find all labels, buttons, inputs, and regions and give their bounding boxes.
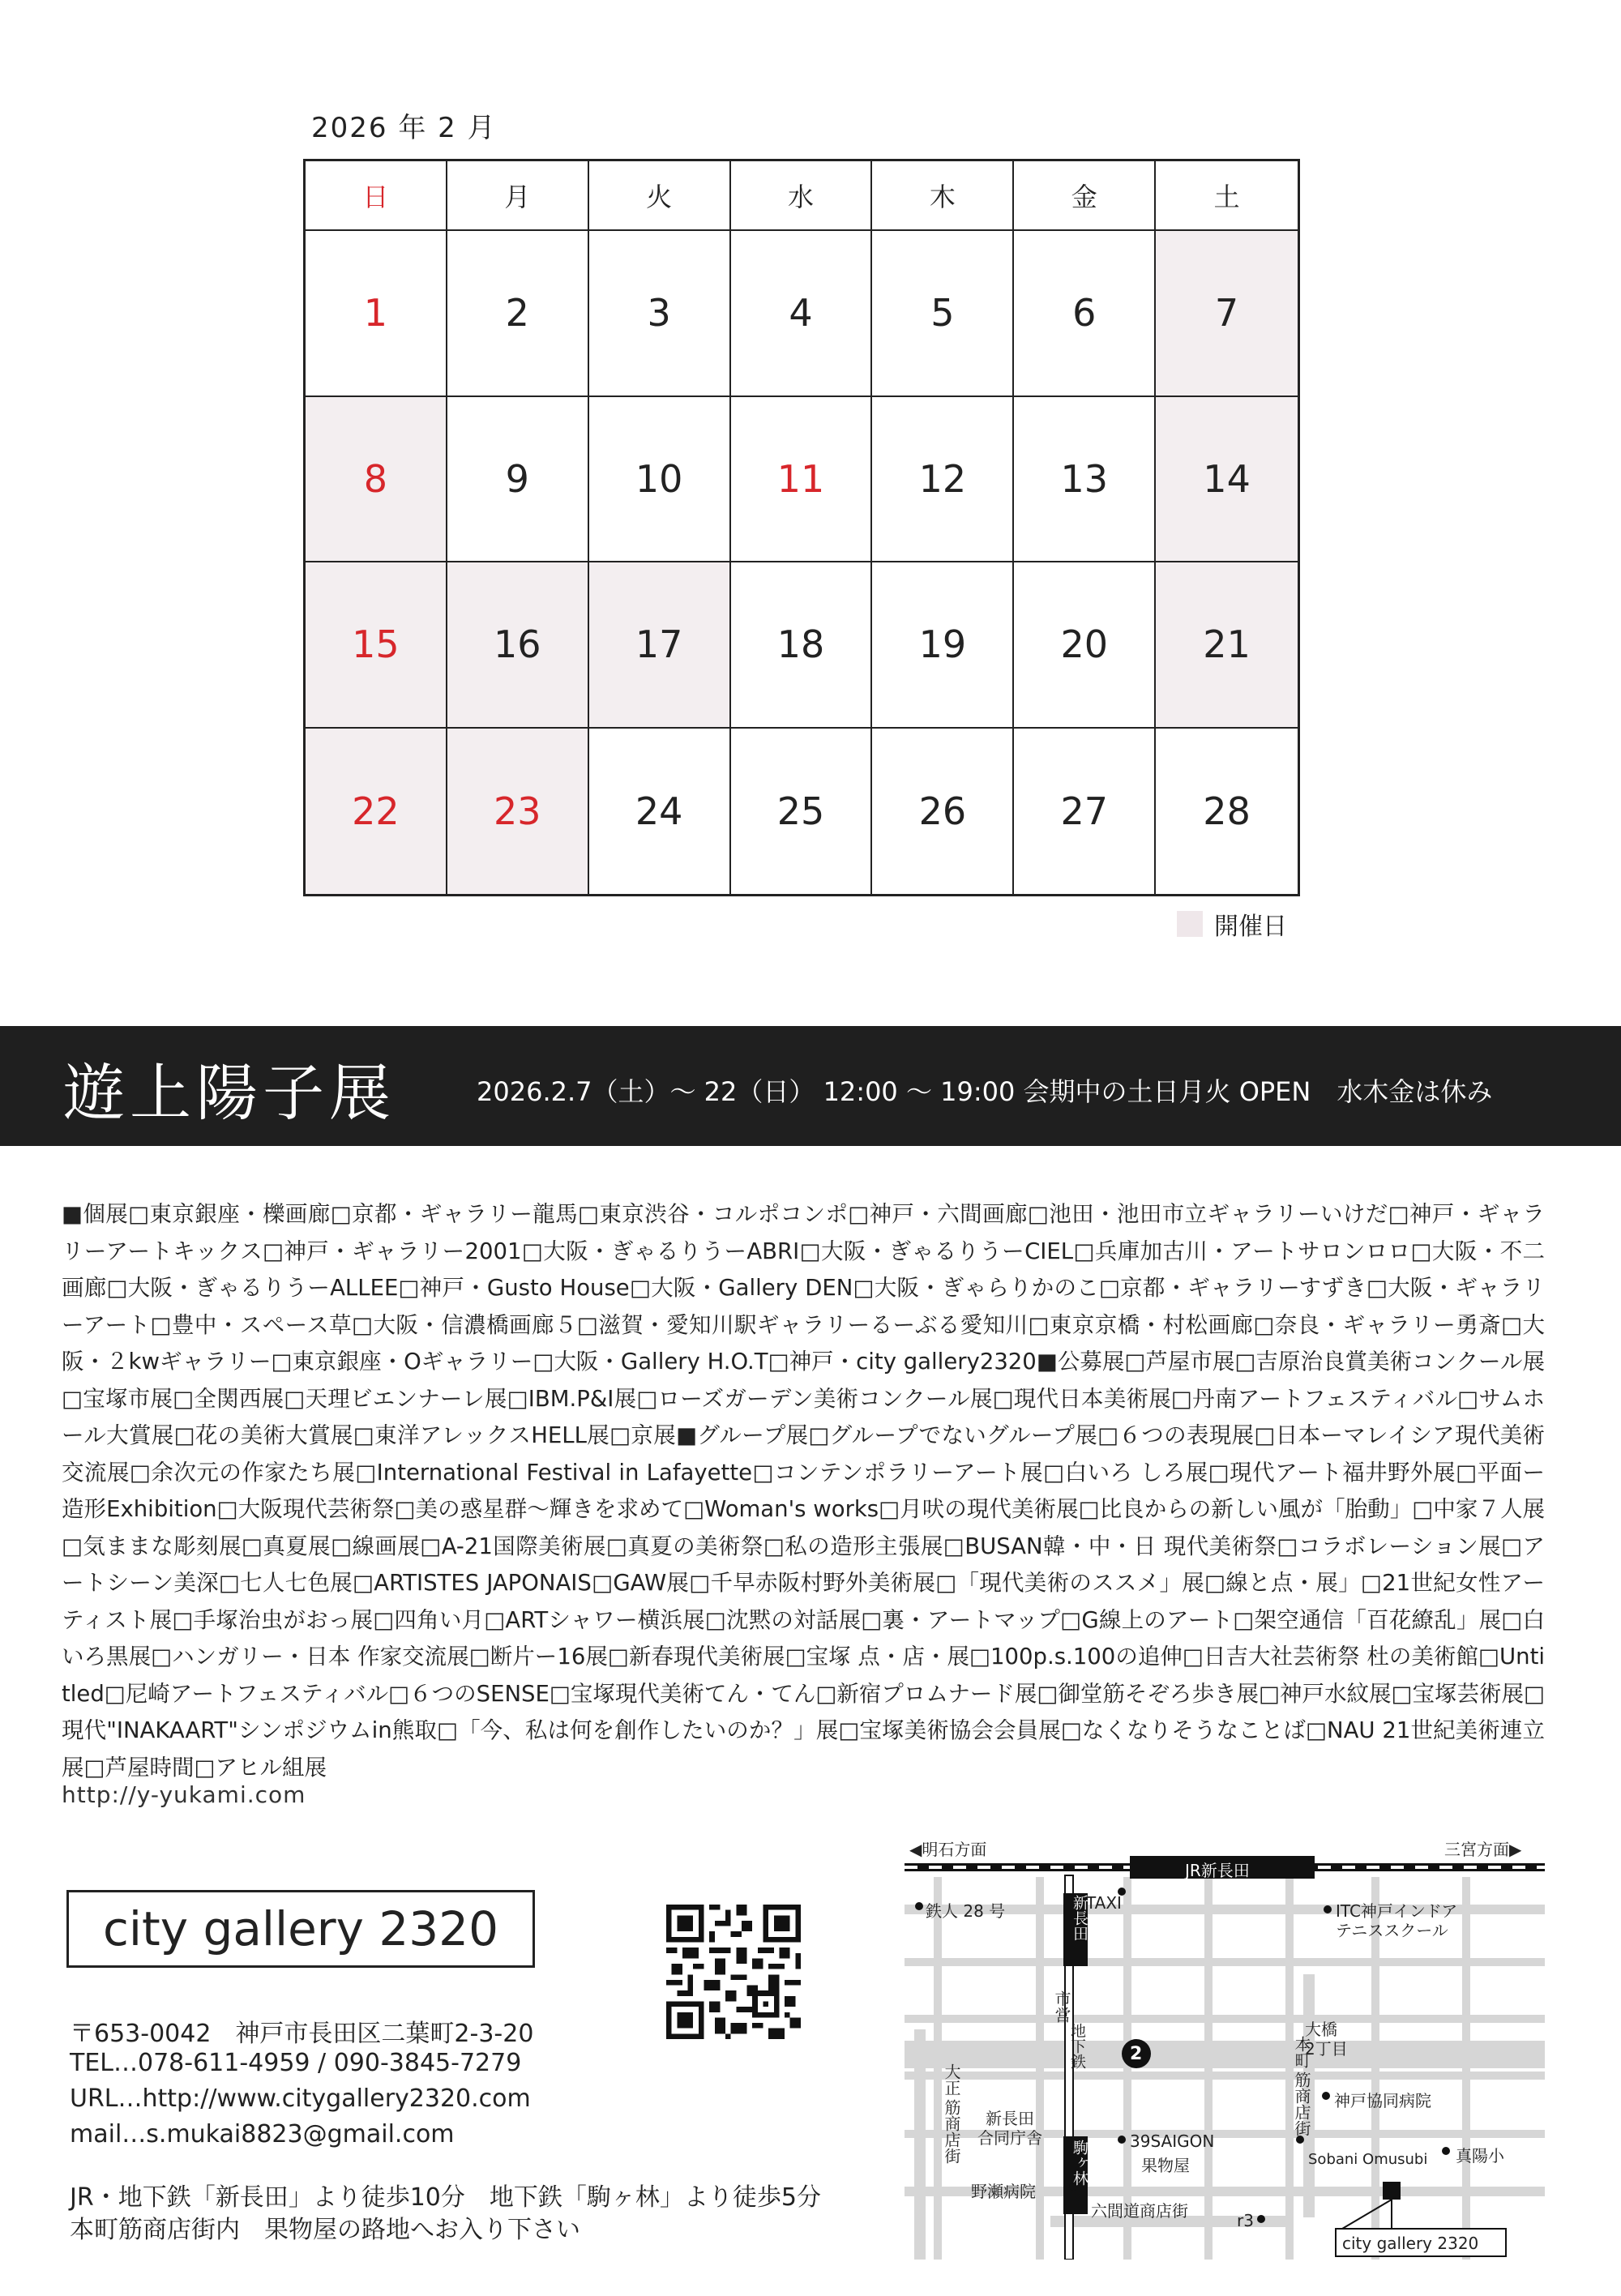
map-komagabayashi-station: 駒ヶ林 xyxy=(1071,2140,1089,2186)
calendar-day: 6 xyxy=(1014,231,1156,397)
calendar-day: 7 xyxy=(1156,231,1298,397)
map-gallery: city gallery 2320 xyxy=(1342,2234,1479,2253)
calendar-grid xyxy=(303,159,1300,896)
saigon-dot xyxy=(1118,2136,1126,2144)
calendar-day: 24 xyxy=(589,729,731,895)
gallery-tel: TEL…078-611-4959 / 090-3845-7279 xyxy=(70,2049,522,2077)
map-taxi: TAXI xyxy=(1086,1893,1122,1913)
calendar-day: 13 xyxy=(1014,397,1156,563)
map-godo: 新長田 xyxy=(986,2109,1034,2128)
weekday-header: 木 xyxy=(872,161,1014,231)
weekday-header: 水 xyxy=(731,161,873,231)
calendar-day: 16 xyxy=(447,562,589,729)
map-shinyo: 真陽小 xyxy=(1456,2146,1504,2166)
calendar-day: 15 xyxy=(306,562,447,729)
artist-url-link[interactable]: http://y-yukami.com xyxy=(62,1781,306,1808)
map-subway-2: 地下鉄 xyxy=(1068,2023,1086,2069)
map-godo-2: 合同庁舎 xyxy=(977,2128,1042,2148)
calendar-day: 18 xyxy=(731,562,873,729)
calendar-day: 21 xyxy=(1156,562,1298,729)
artist-biography: ■個展□東京銀座・櫟画廊□京都・ギャラリー龍馬□東京渋谷・コルポコンポ□神戸・六間画廊□池田・池田市立ギャラリーいけだ□神戸・ギャラリーアートキックス□神戸・ギャラリー2001□大阪・ぎゃるりうーABRI□大阪・ぎゃるりうーCIEL□兵庫加古川・アートサロンロロ□大阪・不二画廊□大阪・ぎゃるりうーALLEE□神戸・Gusto House□大阪・Gallery DEN□大阪・ぎゃらりかのこ□京都・ギャラリーすずき□大阪・ギャラリーアート□豊中・スペース草□大阪・信濃橋画廊５□滋賀・愛知川駅ギャラリーるーぶる愛知川□東京京橋・村松画廊□奈良・ギャラリー勇斎□大阪・２kwギャラリー□東京銀座・Oギャラリー□大阪・Gallery H.O.T□神戸・city gallery2320■公募展□芦屋市展□吉原治良賞美術コンクール展□宝塚市展□全関西展□天理ビエンナーレ展□IBM.P&I展□ローズガーデン美術コンクール展□現代日本美術展□丹南アートフェスティバル□サムホール大賞展□花の美術大賞展□東洋アレックスHELL展□京展■グループ展□グループでないグループ展□６つの表現展□日本ーマレイシア現代美術交流展□余次元の作家たち展□International Festival in Lafayette□コンテンポラリーアート展□白いろ しろ展□現代アート福井野外展□平面ー造形Exhibition□大阪現代芸術祭□美の惑星群～輝きを求めて□Woman's works□月吠の現代美術展□比良からの新しい風が「胎動」□中家７人展□気ままな彫刻展□真夏展□線画展□A-21国際美術展□真夏の美術祭□私の造形主張展□BUSAN韓・中・日 現代美術祭□コラボレーション展□アートシーン美深□七人七色展□ARTISTES JAPONAIS□GAW展□千早赤阪村野外美術展□「現代美術のススメ」展□線と点・展」□21世紀女性アーティスト展□手塚治虫がおっ展□四角い月□ARTシャワー横浜展□沈黙の対話展□裏・アートマップ□G線上のアート□架空通信「百花繚乱」展□白いろ黒展□ハンガリー・日本 作家交流展□断片ー16展□新春現代美術展□宝塚 点・店・展□100p.s.100の追伸□日吉大社芸術祭 杜の美術館□Untitled□尼崎アートフェスティバル□６つのSENSE□宝塚現代美術てん・てん□新宿プロムナード展□御堂筋そぞろ歩き展□神戸水紋展□宝塚芸術展□現代"INAKAART"シンポジウムin熊取□「今、私は何を創作したいのか？」展□宝塚美術協会会員展□なくなりそうなことば□NAU 21世紀美術連立展□芦屋時間□アヒル組展 xyxy=(62,1201,1545,1781)
map-route-number: 2 xyxy=(1130,2044,1143,2064)
exhibition-title: 遊上陽子展 xyxy=(63,1057,396,1129)
gallery-address: 〒653-0042 神戸市長田区二葉町2-3-20 xyxy=(70,2020,534,2048)
calendar-day: 22 xyxy=(306,729,447,895)
calendar-day: 11 xyxy=(731,397,873,563)
calendar-day: 4 xyxy=(731,231,873,397)
map-kyodo: 神戸協同病院 xyxy=(1334,2091,1431,2110)
map-kudamono: 果物屋 xyxy=(1141,2156,1190,2175)
legend xyxy=(1177,906,1287,942)
gallery-mail-link[interactable]: mail…s.mukai8823@gmail.com xyxy=(70,2120,455,2148)
calendar-day: 2 xyxy=(447,231,589,397)
map-taisho-2: 筋商店街 xyxy=(942,2099,961,2164)
street xyxy=(905,2015,1545,2023)
calendar-day: 5 xyxy=(872,231,1014,397)
access-note: 本町筋商店街内 果物屋の路地へお入り下さい xyxy=(70,2216,580,2244)
calendar-day: 14 xyxy=(1156,397,1298,563)
calendar-day: 12 xyxy=(872,397,1014,563)
route-2-road xyxy=(905,2041,1545,2068)
calendar-day: 20 xyxy=(1014,562,1156,729)
weekday-header: 金 xyxy=(1014,161,1156,231)
weekday-header: 日 xyxy=(306,161,447,231)
calendar-day: 9 xyxy=(447,397,589,563)
exhibition-info: 2026.2.7（土）～ 22（日） 12:00 ～ 19:00 会期中の土日月火 OPEN 水木金は休み xyxy=(477,1076,1493,1107)
shinyo-dot xyxy=(1442,2147,1450,2155)
map-itc-2: テニススクール xyxy=(1336,1921,1448,1940)
map-shinnagata-station: 新長田 xyxy=(1071,1895,1089,1941)
calendar-day: 28 xyxy=(1156,729,1298,895)
map-tetsujin: 鉄人 28 号 xyxy=(926,1901,1006,1921)
gallery-marker-icon xyxy=(1383,2182,1401,2200)
map-subway-1: 市営 xyxy=(1052,1990,1071,2023)
calendar-day: 23 xyxy=(447,729,589,895)
map-sobani: Sobani Omusubi xyxy=(1308,2151,1428,2168)
street xyxy=(905,2072,1545,2080)
map-taisho: 大正 xyxy=(942,2063,961,2096)
map-ohashi-2: 2丁目 xyxy=(1305,2039,1348,2059)
calendar-title: 2026 年 2 月 xyxy=(311,112,497,144)
map-r3: r3 xyxy=(1237,2211,1254,2230)
map-east-direction: 三宮方面▶ xyxy=(1444,1840,1522,1859)
calendar-day: 25 xyxy=(731,729,873,895)
calendar-day: 10 xyxy=(589,397,731,563)
access-directions: JR・地下鉄「新長田」より徒歩10分 地下鉄「駒ヶ林」より徒歩5分 xyxy=(70,2183,821,2212)
itc-dot xyxy=(1324,1905,1332,1913)
gallery-name-box: city gallery 2320 xyxy=(66,1890,535,1968)
kudamono-dot xyxy=(1296,2136,1304,2144)
legend-swatch xyxy=(1177,911,1203,937)
map-west-direction: ◀明石方面 xyxy=(909,1840,987,1859)
calendar-day: 3 xyxy=(589,231,731,397)
calendar-day: 8 xyxy=(306,397,447,563)
access-map xyxy=(905,1828,1545,2260)
kyodo-dot xyxy=(1322,2092,1330,2100)
weekday-header: 土 xyxy=(1156,161,1298,231)
map-ohashi: 大橋 xyxy=(1305,2020,1337,2039)
map-saigon: 39SAIGON xyxy=(1130,2131,1215,2151)
calendar-day: 27 xyxy=(1014,729,1156,895)
map-rokkendo: 六間道商店街 xyxy=(1091,2201,1188,2221)
legend-label: 開催日 xyxy=(1214,913,1287,941)
calendar-day: 1 xyxy=(306,231,447,397)
calendar-day: 19 xyxy=(872,562,1014,729)
map-jr-station: JR新長田 xyxy=(1185,1861,1250,1880)
r3-dot xyxy=(1257,2215,1265,2223)
map-nose: 野瀬病院 xyxy=(971,2182,1036,2201)
weekday-header: 月 xyxy=(447,161,589,231)
weekday-header: 火 xyxy=(589,161,731,231)
street xyxy=(905,1958,1545,1966)
calendar-day: 17 xyxy=(589,562,731,729)
map-itc: ITC神戸インドア xyxy=(1336,1901,1458,1921)
map-honmachi-2: 筋商店街 xyxy=(1292,2072,1311,2136)
map-honmachi: 本町 xyxy=(1292,2036,1311,2068)
qr-code-icon[interactable] xyxy=(666,1905,801,2039)
calendar-day: 26 xyxy=(872,729,1014,895)
exhibition-banner xyxy=(0,1026,1621,1146)
gallery-url-link[interactable]: URL…http://www.citygallery2320.com xyxy=(70,2084,531,2113)
taisho-shopping-street xyxy=(914,2029,926,2260)
tetsujin-dot xyxy=(915,1902,923,1910)
